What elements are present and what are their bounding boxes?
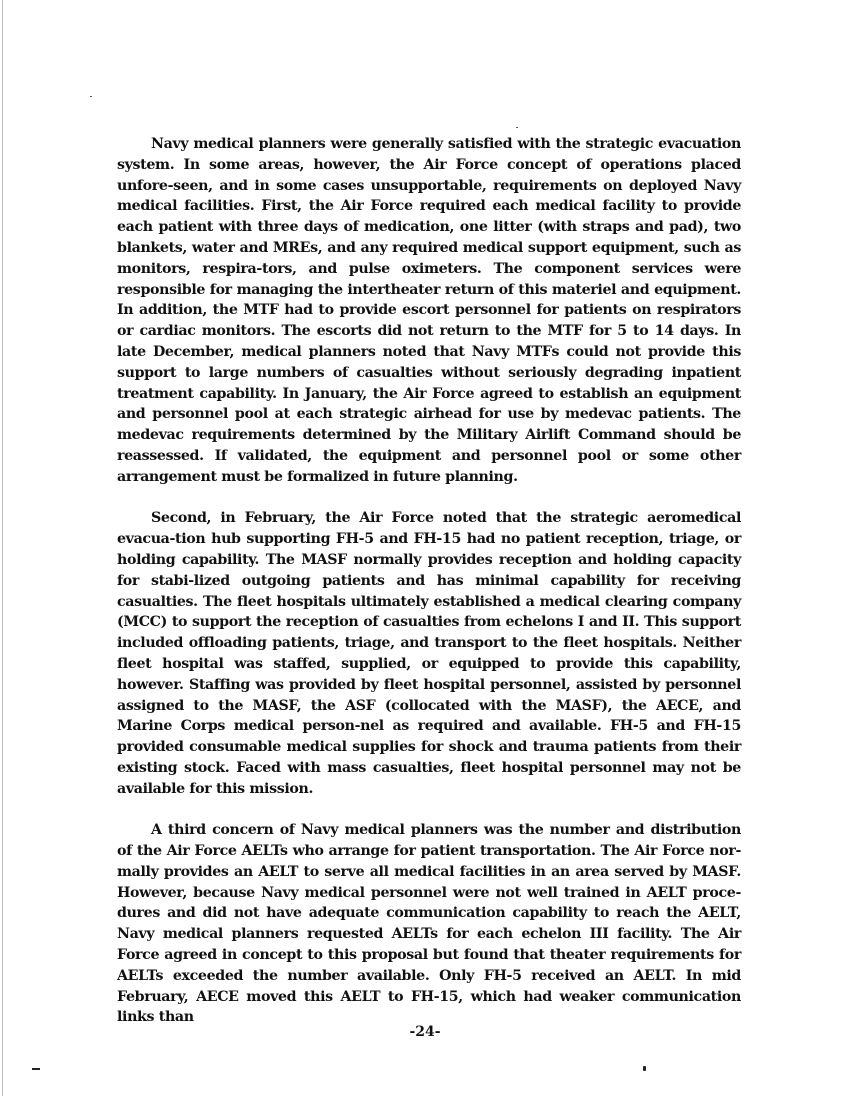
- paragraph-aelt-distribution: A third concern of Navy medical planners was the number and distribution of the Air Force AELTs who arrange for patient transportation. The Air Force nor-mally provides an AELT to serve all medical facilities in an area served by MASF. However, because Navy medical personnel were not well trained in AELT proce-dures and did not have adequate communication capability to reach the AELT, Navy medical planners requested AELTs for each echelon III facility. The Air Force agreed in concept to this proposal but found that theater requirements for AELTs exceeded the number available. Only FH-5 received an AELT. In mid February, AECE moved this AELT to FH-15, which had weaker communication links than: [117, 822, 741, 1026]
- scan-mark-left: [32, 1068, 40, 1070]
- scan-mark-right: [643, 1066, 646, 1071]
- scan-speck: [90, 96, 92, 97]
- paragraph-strategic-evacuation: Navy medical planners were generally satisfied with the strategic evacuation system. In some areas, however, the Air Force concept of operations placed unfore-seen, and in some cases unsupportable, requirements on deployed Navy medical facilities. First, the Air Force required each medical facility to provide each patient with three days of medication, one litter (with straps and pad), two blankets, water and MREs, and any required medical support equipment, such as monitors, respira-tors, and pulse oximeters. The component services were responsible for managing the intertheater return of this materiel and equipment. In addition, the MTF had to provide escort personnel for patients on respirators or cardiac monitors. The escorts did not return to the MTF for 5 to 14 days. In late December, medical planners noted that Navy MTFs could not provide this support to large numbers of casualties without seriously degrading inpatient treatment capability. In January, the Air Force agreed to establish an equipment and personnel pool at each strategic airhead for use by medevac patients. The medevac requirements determined by the Military Airlift Command should be reassessed. If validated, the equipment and personnel pool or some other arrangement must be formalized in future planning.: [117, 136, 741, 485]
- document-page-body: [117, 134, 741, 1028]
- paragraph-aeromedical-hub: Second, in February, the Air Force noted that the strategic aeromedical evacua-tion hub supporting FH-5 and FH-15 had no patient reception, triage, or holding capability. The MASF normally provides reception and holding capacity for stabi-lized outgoing patients and has minimal capability for receiving casualties. The fleet hospitals ultimately established a medical clearing company (MCC) to support the reception of casualties from echelons I and II. This support included offloading patients, triage, and transport to the fleet hospitals. Neither fleet hospital was staffed, supplied, or equipped to provide this capability, however. Staffing was provided by fleet hospital personnel, assisted by personnel assigned to the MASF, the ASF (collocated with the MASF), the AECE, and Marine Corps medical person-nel as required and available. FH-5 and FH-15 provided consumable medical supplies for shock and trauma patients from their existing stock. Faced with mass casualties, fleet hospital personnel may not be available for this mission.: [117, 510, 741, 797]
- scan-edge-line: [2, 0, 3, 1096]
- page-number: -24-: [409, 1024, 441, 1040]
- scan-speck: [516, 127, 518, 128]
